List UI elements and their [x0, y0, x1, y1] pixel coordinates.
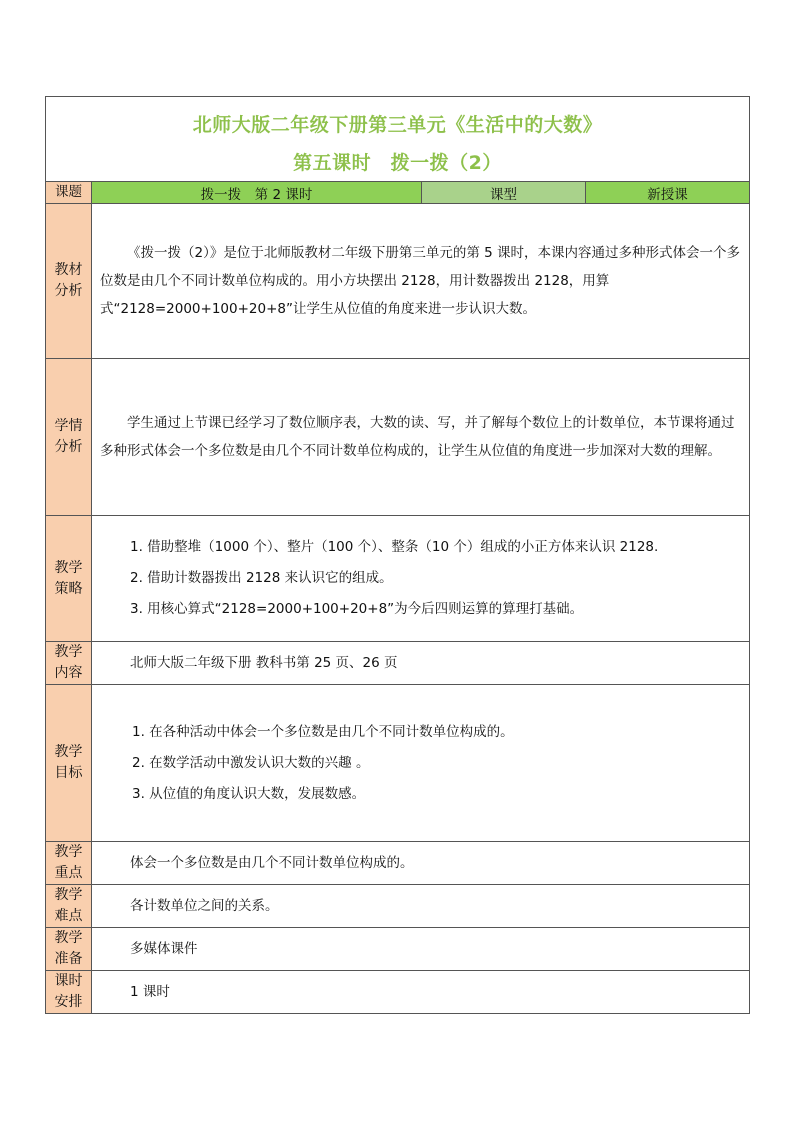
title-cell [46, 97, 750, 182]
lesson-plan-table [45, 96, 750, 1014]
label-line: 重点 [54, 865, 83, 881]
content-teaching-goals [92, 685, 750, 842]
label-preparation [46, 928, 92, 971]
content-student-analysis [92, 359, 750, 516]
row-material-analysis [46, 204, 750, 359]
label-line: 分析 [54, 283, 83, 299]
label-material-analysis [46, 204, 92, 359]
label-teaching-strategy [46, 516, 92, 642]
list-item: 2. 借助计数器拨出 2128 来认识它的组成。 [130, 570, 393, 586]
goals-list [100, 717, 743, 810]
topic-label: 课题 [46, 182, 92, 204]
type-value: 新授课 [586, 182, 750, 204]
label-line: 教学 [54, 887, 83, 903]
label-line: 教材 [54, 262, 83, 278]
label-teaching-content [46, 642, 92, 685]
content-teaching-strategy [92, 516, 750, 642]
row-difficulty [46, 885, 750, 928]
label-line: 难点 [54, 908, 83, 924]
label-line: 课时 [54, 973, 83, 989]
label-teaching-goals [46, 685, 92, 842]
content-schedule: 1 课时 [92, 971, 750, 1014]
lesson-subtitle: 第五课时 拨一拨（2） [293, 152, 502, 174]
topic-value: 拨一拨 第 2 课时 [92, 182, 422, 204]
label-line: 内容 [54, 665, 83, 681]
list-item: 3. 用核心算式“2128=2000+100+20+8”为今后四则运算的算理打基础。 [130, 601, 584, 617]
label-line: 教学 [54, 844, 83, 860]
list-item: 1. 借助整堆（1000 个）、整片（100 个）、整条（10 个）组成的小正方体来认识 2128. [130, 539, 659, 555]
material-analysis-text: 《拨一拨（2）》是位于北师版教材二年级下册第三单元的第 5 课时，本课内容通过多种形式体会一个多位数是由几个不同计数单位构成的。用小方块摆出 2128，用计数器拨出 2128，用算式“2128=2000+100+20+8”让学生从位值的角度来进一步认识大数。 [100, 245, 741, 317]
label-line: 学情 [54, 418, 83, 434]
label-line: 教学 [54, 644, 83, 660]
label-line: 策略 [54, 580, 83, 597]
strategy-list [100, 532, 743, 625]
row-teaching-content [46, 642, 750, 685]
student-analysis-text: 学生通过上节课已经学习了数位顺序表，大数的读、写，并了解每个数位上的计数单位，本节课将通过多种形式体会一个多位数是由几个不同计数单位构成的，让学生从位值的角度进一步加深对大数的理解。 [100, 415, 735, 459]
label-line: 教学 [54, 930, 83, 946]
label-student-analysis [46, 359, 92, 516]
list-item: 1. 在各种活动中体会一个多位数是由几个不同计数单位构成的。 [132, 723, 514, 740]
row-teaching-goals [46, 685, 750, 842]
list-item: 2. 在数学活动中激发认识大数的兴趣 。 [132, 754, 370, 771]
label-difficulty [46, 885, 92, 928]
type-label: 课型 [422, 182, 586, 204]
lesson-plan-sheet [45, 96, 749, 1014]
header-row [46, 182, 750, 204]
document-title: 北师大版二年级下册第三单元《生活中的大数》 [192, 114, 603, 136]
content-key-point: 体会一个多位数是由几个不同计数单位构成的。 [92, 842, 750, 885]
row-student-analysis [46, 359, 750, 516]
label-key-point [46, 842, 92, 885]
title-row [46, 97, 750, 182]
list-item: 3. 从位值的角度认识大数，发展数感。 [132, 785, 366, 802]
row-key-point [46, 842, 750, 885]
label-line: 分析 [54, 439, 83, 455]
row-teaching-strategy [46, 516, 750, 642]
content-teaching-content: 北师大版二年级下册 教科书第 25 页、26 页 [92, 642, 750, 685]
label-schedule [46, 971, 92, 1014]
row-preparation [46, 928, 750, 971]
content-material-analysis [92, 204, 750, 359]
content-preparation: 多媒体课件 [92, 928, 750, 971]
label-line: 教学 [54, 559, 83, 576]
row-schedule [46, 971, 750, 1014]
label-line: 目标 [54, 765, 83, 781]
label-line: 准备 [54, 951, 83, 967]
label-line: 安排 [54, 994, 83, 1010]
label-line: 教学 [54, 744, 83, 760]
content-difficulty: 各计数单位之间的关系。 [92, 885, 750, 928]
